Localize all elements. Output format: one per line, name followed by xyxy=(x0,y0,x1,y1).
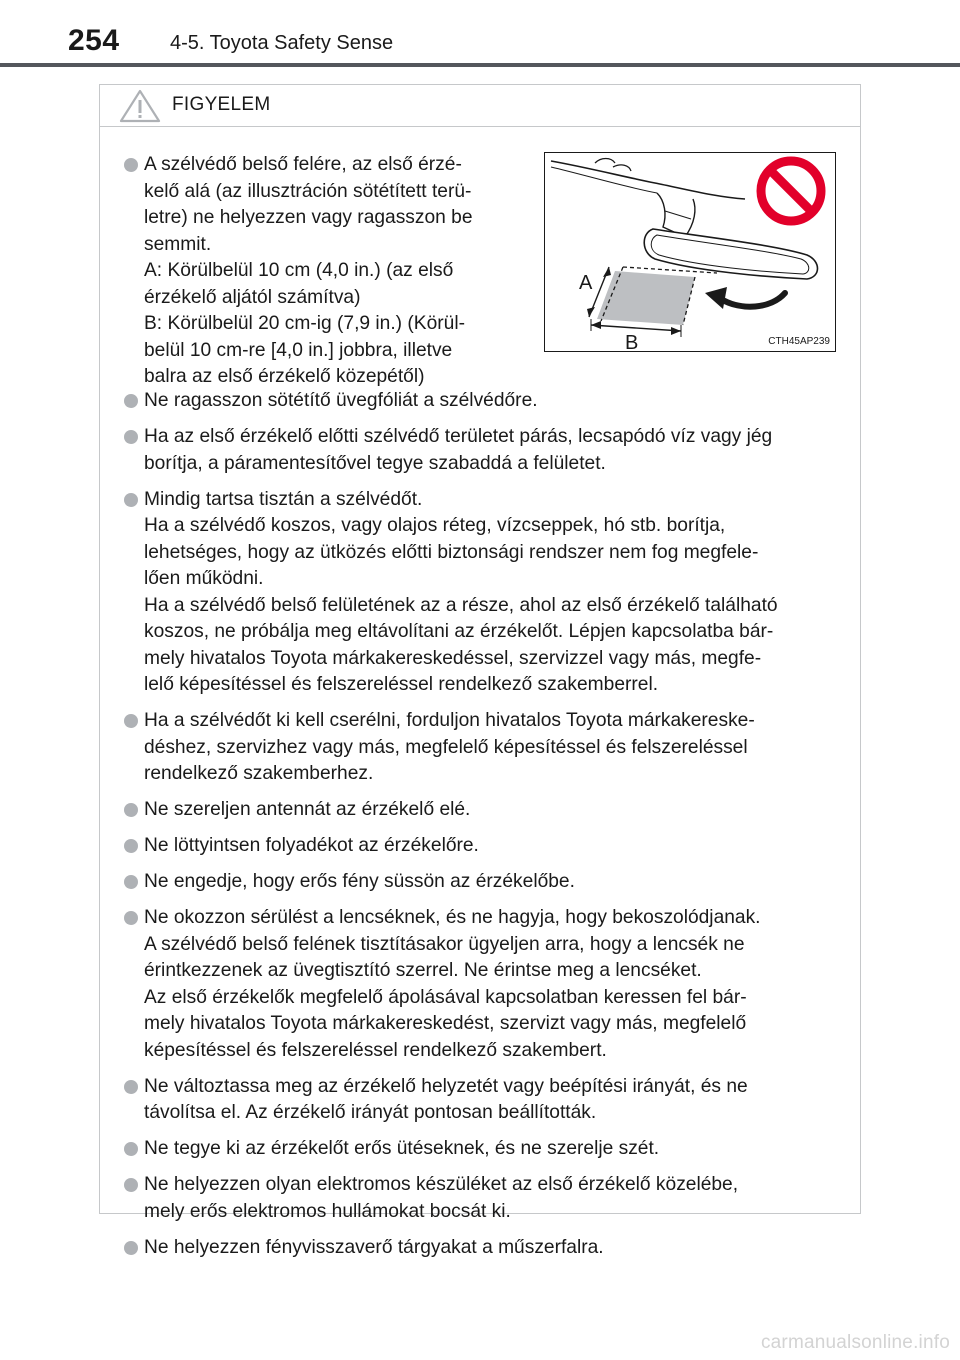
label-a: A xyxy=(579,272,593,294)
text-line: Ne változtassa meg az érzékelő helyzetét vagy beépítési irányát, és ne xyxy=(144,1075,748,1097)
warning-list xyxy=(124,388,853,1261)
text-line: belül 10 cm-re [4,0 in.] jobbra, illetve xyxy=(144,339,453,361)
text-line: A szélvédő belső felének tisztításakor ügyeljen arra, hogy a lencsék ne xyxy=(144,933,745,955)
text-line: Mindig tartsa tisztán a szélvédőt. xyxy=(144,488,423,510)
text-line: mely hivatalos Toyota márkakereskedéssel, szervizzel vagy más, megfe- xyxy=(144,647,762,669)
text-line: A: Körülbelül 10 cm (4,0 in.) (az első xyxy=(144,260,454,281)
text-line: lően működni. xyxy=(144,568,264,589)
list-item-text xyxy=(144,833,853,860)
list-item xyxy=(124,833,853,860)
text-line: Ha a szélvédő belső felületének az a része, ahol az első érzékelő található xyxy=(144,594,778,616)
prohibition-icon xyxy=(761,161,821,221)
text-line: érzékelő aljától számítva) xyxy=(144,286,361,308)
text-line: képesítéssel és felszereléssel rendelkező szakembert. xyxy=(144,1039,607,1061)
list-item xyxy=(124,152,538,391)
bullet-icon xyxy=(124,1142,138,1156)
list-item-text xyxy=(144,708,853,788)
text-line: érintkezzenek az üvegtisztító szerrel. Ne érintse meg a lencséket. xyxy=(144,960,702,981)
page-number: 254 xyxy=(68,24,120,57)
text-line: Ne engedje, hogy erős fény süssön az érzékelőbe. xyxy=(144,871,575,892)
bullet-icon xyxy=(124,839,138,853)
list-item-text xyxy=(144,152,538,391)
list-item xyxy=(124,1235,853,1262)
list-item-text xyxy=(144,1136,853,1163)
text-line: Ne helyezzen fényvisszaverő tárgyakat a műszerfalra. xyxy=(144,1236,604,1258)
list-item xyxy=(124,424,853,477)
page-header xyxy=(0,0,960,70)
text-line: Ha a szélvédőt ki kell cserélni, forduljon hivatalos Toyota márkakereske- xyxy=(144,710,755,731)
bullet-icon xyxy=(124,803,138,817)
list-item-text xyxy=(144,797,853,824)
text-line: Ne ragasszon sötétítő üvegfóliát a szélvédőre. xyxy=(144,390,538,411)
text-line: borítja, a páramentesítővel tegye szabaddá a felületet. xyxy=(144,452,606,474)
watermark: carmanualsonline.info xyxy=(760,1332,950,1353)
bullet-icon xyxy=(124,394,138,408)
list-item-text xyxy=(144,487,853,699)
text-line: Ha a szélvédő koszos, vagy olajos réteg, vízcseppek, hó stb. borítja, xyxy=(144,515,726,536)
bullet-icon xyxy=(124,1178,138,1192)
text-line: koszos, ne próbálja meg eltávolítani az érzékelőt. Lépjen kapcsolatba bár- xyxy=(144,621,774,642)
text-line: Az első érzékelők megfelelő ápolásával kapcsolatban keressen fel bár- xyxy=(144,986,747,1008)
sensor-illustration xyxy=(544,152,836,352)
list-item xyxy=(124,388,853,415)
list-item-text xyxy=(144,1172,853,1225)
text-line: balra az első érzékelő közepétől) xyxy=(144,366,425,387)
list-item xyxy=(124,869,853,896)
bullet-icon xyxy=(124,1080,138,1094)
text-line: A szélvédő belső felére, az első érzé- xyxy=(144,154,462,175)
warning-triangle-icon xyxy=(118,89,162,128)
text-line: semmit. xyxy=(144,233,212,255)
bullet-icon xyxy=(124,430,138,444)
list-item-text xyxy=(144,905,853,1064)
list-item xyxy=(124,1074,853,1127)
bullet-icon xyxy=(124,714,138,728)
text-line: déshez, szervizhez vagy más, megfelelő képesítéssel és felszereléssel xyxy=(144,736,748,758)
list-item-text xyxy=(144,1235,853,1262)
header-divider xyxy=(0,63,960,67)
list-item-text xyxy=(144,869,853,896)
figure-code: CTH45AP239 xyxy=(768,336,830,347)
text-line: rendelkező szakemberhez. xyxy=(144,763,374,784)
warning-header xyxy=(100,85,860,127)
warning-title: FIGYELEM xyxy=(172,94,271,115)
text-line: kelő alá (az illusztráción sötétített terü- xyxy=(144,180,472,202)
curved-arrow-icon xyxy=(705,287,785,309)
text-line: B: Körülbelül 20 cm-ig (7,9 in.) (Körül- xyxy=(144,313,465,334)
bullet-icon xyxy=(124,1241,138,1255)
text-line: Ne helyezzen olyan elektromos készüléket az első érzékelő közelébe, xyxy=(144,1174,739,1195)
text-line: Ne tegye ki az érzékelőt erős ütéseknek, és ne szerelje szét. xyxy=(144,1138,660,1159)
list-item-text xyxy=(144,424,853,477)
list-item xyxy=(124,905,853,1064)
list-item xyxy=(124,487,853,699)
bullet-icon xyxy=(124,158,138,172)
section-title: 4-5. Toyota Safety Sense xyxy=(170,32,394,54)
text-line: Ne löttyintsen folyadékot az érzékelőre. xyxy=(144,835,479,856)
text-line: távolítsa el. Az érzékelő irányát pontosan beállították. xyxy=(144,1102,597,1123)
text-line: Ne szereljen antennát az érzékelő elé. xyxy=(144,799,471,820)
text-line: Ha az első érzékelő előtti szélvédő területet párás, lecsapódó víz vagy jég xyxy=(144,426,773,447)
bullet-icon xyxy=(124,493,138,507)
text-line: mely hivatalos Toyota márkakereskedést, szervizt vagy más, megfelelő xyxy=(144,1013,747,1034)
text-line: lehetséges, hogy az ütközés előtti biztonsági rendszer nem fog megfele- xyxy=(144,541,759,563)
text-line: mely erős elektromos hullámokat bocsát ki. xyxy=(144,1200,511,1222)
bullet-icon xyxy=(124,911,138,925)
list-item xyxy=(124,708,853,788)
bullet-icon xyxy=(124,875,138,889)
text-line: letre) ne helyezzen vagy ragasszon be xyxy=(144,207,473,228)
list-item xyxy=(124,797,853,824)
list-item xyxy=(124,1172,853,1225)
text-line: Ne okozzon sérülést a lencséknek, és ne hagyja, hogy bekoszolódjanak. xyxy=(144,907,761,928)
text-line: lelő képesítéssel és felszereléssel rendelkező szakemberrel. xyxy=(144,674,659,695)
list-item-text xyxy=(144,1074,853,1127)
label-b: B xyxy=(625,332,639,351)
list-item xyxy=(124,1136,853,1163)
list-item-text xyxy=(144,388,853,415)
